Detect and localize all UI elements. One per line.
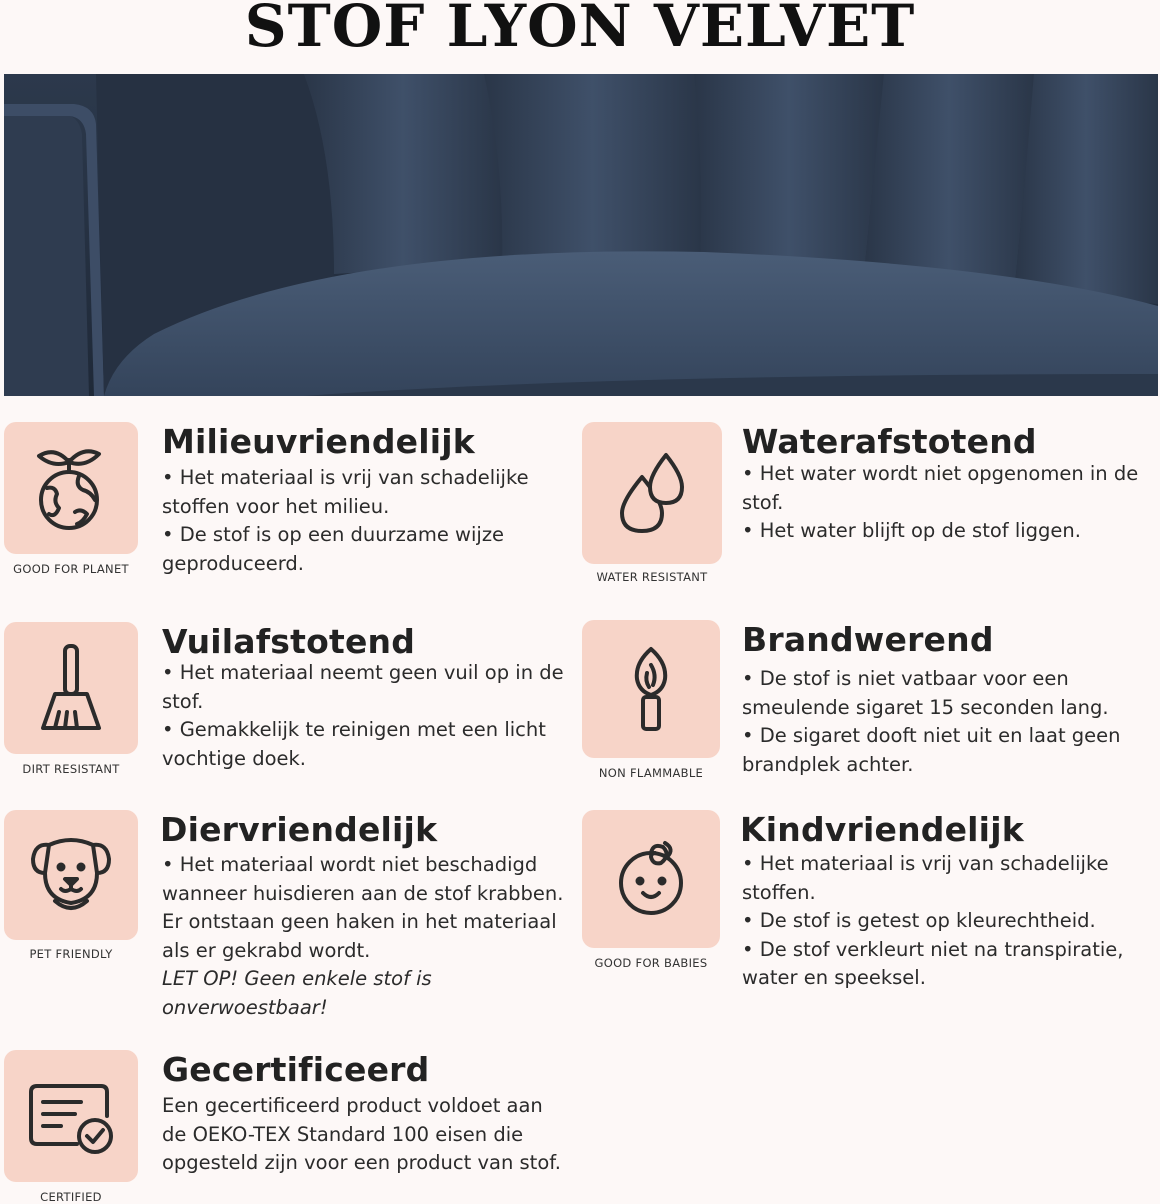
kid-line: water en speeksel.: [742, 966, 926, 989]
water-line: • Het water blijft op de stof liggen.: [742, 519, 1081, 542]
pet-description: [162, 851, 572, 1022]
eco-line: stoffen voor het milieu.: [162, 494, 390, 518]
broom-icon: [25, 642, 117, 734]
pet-line: als er gekrabd wordt.: [162, 938, 371, 962]
velvet-chair-photo: [4, 74, 1158, 396]
certificate-check-icon: [25, 1070, 117, 1162]
dog-icon: [25, 829, 117, 921]
kid-caption: GOOD FOR BABIES: [594, 956, 708, 970]
water-icon-box: [582, 422, 722, 564]
globe-plant-icon: [25, 442, 117, 534]
pet-title: Diervriendelijk: [160, 810, 438, 849]
water-title: Waterafstotend: [742, 422, 1037, 461]
cert-caption: CERTIFIED: [40, 1190, 102, 1204]
baby-face-icon: [605, 833, 697, 925]
kid-icon-box: [582, 810, 720, 948]
torch-flame-icon: [605, 643, 697, 735]
pet-line: wanneer huisdieren aan de stof krabben.: [162, 881, 564, 905]
fire-caption: NON FLAMMABLE: [598, 766, 704, 780]
page-title: STOF LYON VELVET: [244, 0, 916, 60]
kid-line: stoffen.: [742, 880, 816, 904]
water-caption: WATER RESISTANT: [596, 570, 708, 584]
eco-line: • Het materiaal is vrij van schadelijke: [162, 466, 529, 489]
fire-line: smeulende sigaret 15 seconden lang.: [742, 695, 1109, 719]
dirt-title: Vuilafstotend: [162, 622, 416, 661]
eco-icon-box: [4, 422, 138, 554]
cert-description: [162, 1092, 572, 1178]
fire-line: • De stof is niet vatbaar voor een: [742, 667, 1069, 690]
dirt-line: • Gemakkelijk te reinigen met een licht: [162, 718, 546, 741]
pet-icon-box: [4, 810, 138, 940]
eco-line: geproduceerd.: [162, 551, 304, 575]
water-line: • Het water wordt niet opgenomen in de: [742, 462, 1139, 485]
cert-icon-box: [4, 1050, 138, 1182]
fire-description: [742, 665, 1152, 779]
dirt-caption: DIRT RESISTANT: [22, 762, 120, 776]
eco-caption: GOOD FOR PLANET: [13, 562, 129, 576]
water-drops-icon: [606, 447, 698, 539]
dirt-icon-box: [4, 622, 138, 754]
pet-line: • Het materiaal wordt niet beschadigd: [162, 853, 538, 876]
cert-line: Een gecertificeerd product voldoet aan: [162, 1094, 543, 1117]
kid-line: • De stof is getest op kleurechtheid.: [742, 909, 1096, 932]
kid-description: [742, 850, 1152, 993]
cert-line: de OEKO-TEX Standard 100 eisen die: [162, 1122, 524, 1146]
pet-warning-line: LET OP! Geen enkele stof is: [162, 967, 432, 990]
pet-line: Er ontstaan geen haken in het materiaal: [162, 910, 557, 933]
fire-line: brandplek achter.: [742, 752, 914, 776]
kid-line: • De stof verkleurt niet na transpiratie,: [742, 937, 1124, 961]
fire-line: • De sigaret dooft niet uit en laat geen: [742, 724, 1121, 747]
pet-warning-line: onverwoestbaar!: [162, 995, 328, 1019]
eco-title: Milieuvriendelijk: [162, 422, 475, 461]
kid-line: • Het materiaal is vrij van schadelijke: [742, 852, 1109, 875]
dirt-line: stof.: [162, 689, 204, 713]
kid-title: Kindvriendelijk: [740, 810, 1024, 849]
cert-line: opgesteld zijn voor een product van stof.: [162, 1151, 561, 1174]
dirt-line: • Het materiaal neemt geen vuil op in de: [162, 661, 564, 684]
eco-description: [162, 464, 572, 578]
fire-icon-box: [582, 620, 720, 758]
eco-line: • De stof is op een duurzame wijze: [162, 523, 505, 546]
dirt-line: vochtige doek.: [162, 746, 306, 770]
pet-caption: PET FRIENDLY: [29, 947, 113, 961]
water-line: stof.: [742, 490, 784, 514]
cert-title: Gecertificeerd: [162, 1050, 430, 1089]
fire-title: Brandwerend: [742, 620, 994, 659]
water-description: [742, 460, 1152, 546]
dirt-description: [162, 659, 572, 773]
